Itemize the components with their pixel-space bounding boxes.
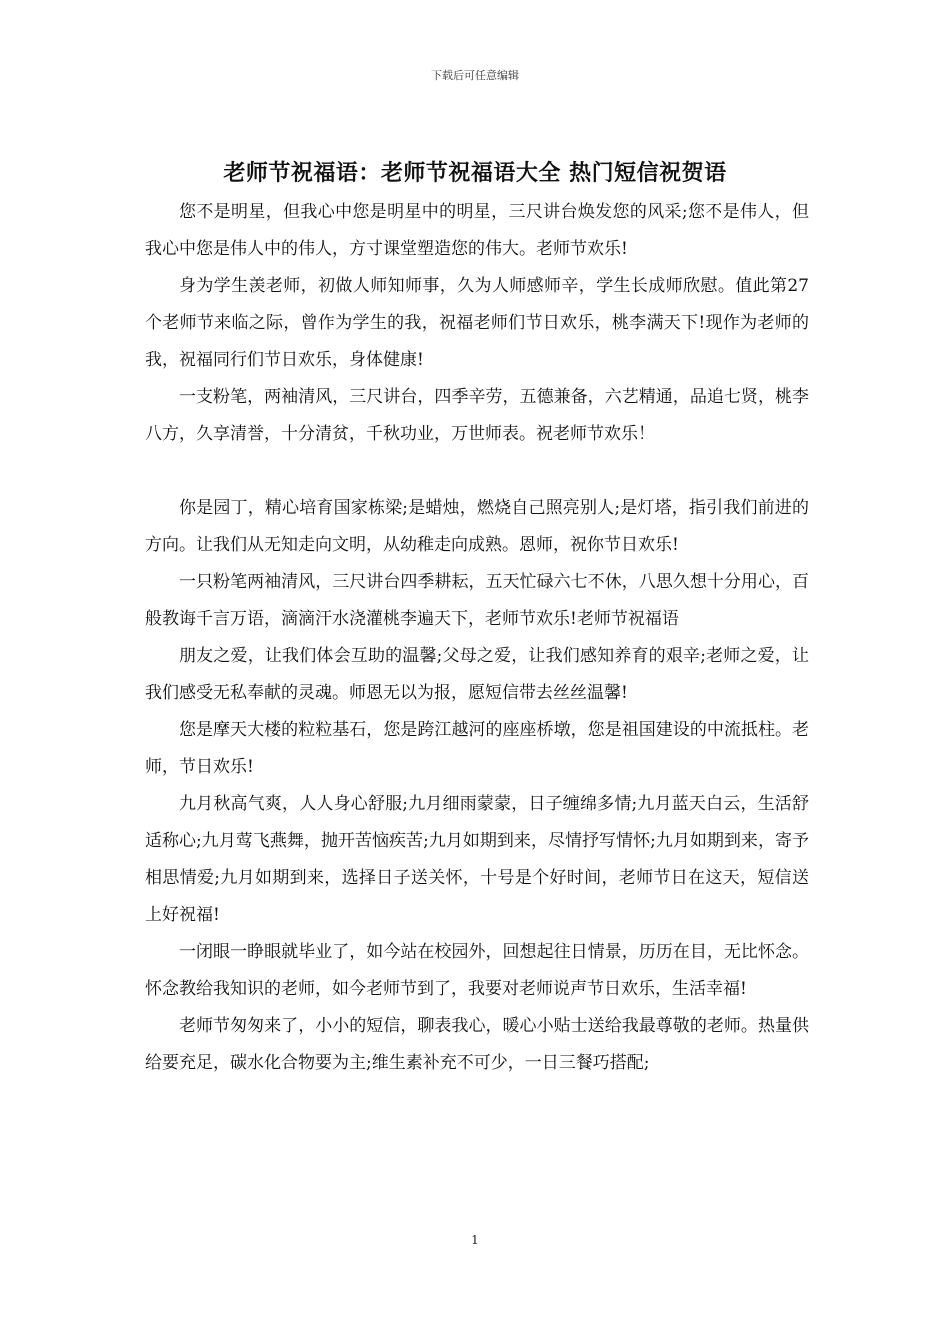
paragraph: 你是园丁，精心培育国家栋梁;是蜡烛，燃烧自己照亮别人;是灯塔，指引我们前进的方向。让我们从无知走向文明，从幼稚走向成熟。恩师，祝你节日欢乐! [145, 498, 809, 555]
paragraph: 您不是明星，但我心中您是明星中的明星，三尺讲台焕发您的风采;您不是伟人，但我心中您是伟人中的伟人，方寸课堂塑造您的伟大。老师节欢乐! [145, 202, 809, 259]
header-note: 下载后可任意编辑 [431, 69, 519, 82]
document-title: 老师节祝福语：老师节祝福语大全 热门短信祝贺语 [223, 160, 727, 186]
paragraph: 一闭眼一睁眼就毕业了，如今站在校园外，回想起往日情景，历历在目，无比怀念。怀念教给我知识的老师，如今老师节到了，我要对老师说声节日欢乐，生活幸福! [145, 942, 809, 999]
paragraph: 一只粉笔两袖清风，三尺讲台四季耕耘，五天忙碌六七不休，八思久想十分用心，百般教诲千言万语，滴滴汗水浇灌桃李遍天下，老师节欢乐!老师节祝福语 [145, 572, 809, 629]
paragraph: 身为学生羡老师，初做人师知师事，久为人师感师辛，学生长成师欣慰。值此第27个老师节来临之际，曾作为学生的我，祝福老师们节日欢乐，桃李满天下!现作为老师的我，祝福同行们节日欢乐，身体健康! [145, 276, 809, 370]
blank-line [145, 453, 809, 490]
paragraph: 您是摩天大楼的粒粒基石，您是跨江越河的座座桥墩，您是祖国建设的中流抵柱。老师，节日欢乐! [145, 720, 809, 777]
paragraph: 朋友之爱，让我们体会互助的温馨;父母之爱，让我们感知养育的艰辛;老师之爱，让我们感受无私奉献的灵魂。师恩无以为报，愿短信带去丝丝温馨! [145, 646, 809, 703]
paragraph: 老师节匆匆来了，小小的短信，聊表我心，暖心小贴士送给我最尊敬的老师。热量供给要充足，碳水化合物要为主;维生素补充不可少，一日三餐巧搭配; [145, 1016, 809, 1073]
paragraph: 九月秋高气爽，人人身心舒服;九月细雨蒙蒙，日子缠绵多情;九月蓝天白云，生活舒适称心;九月莺飞燕舞，抛开苦恼疾苦;九月如期到来，尽情抒写情怀;九月如期到来，寄予相思情爱;九月如期到来，选择日子送关怀，十号是个好时间，老师节日在这天，短信送上好祝福! [145, 794, 809, 925]
paragraph: 一支粉笔，两袖清风，三尺讲台，四季辛劳，五德兼备，六艺精通，品追七贤，桃李八方，久享清誉，十分清贫，千秋功业，万世师表。祝老师节欢乐！ [145, 387, 809, 444]
page-number: 1 [471, 1233, 479, 1247]
document-body [145, 194, 809, 1082]
